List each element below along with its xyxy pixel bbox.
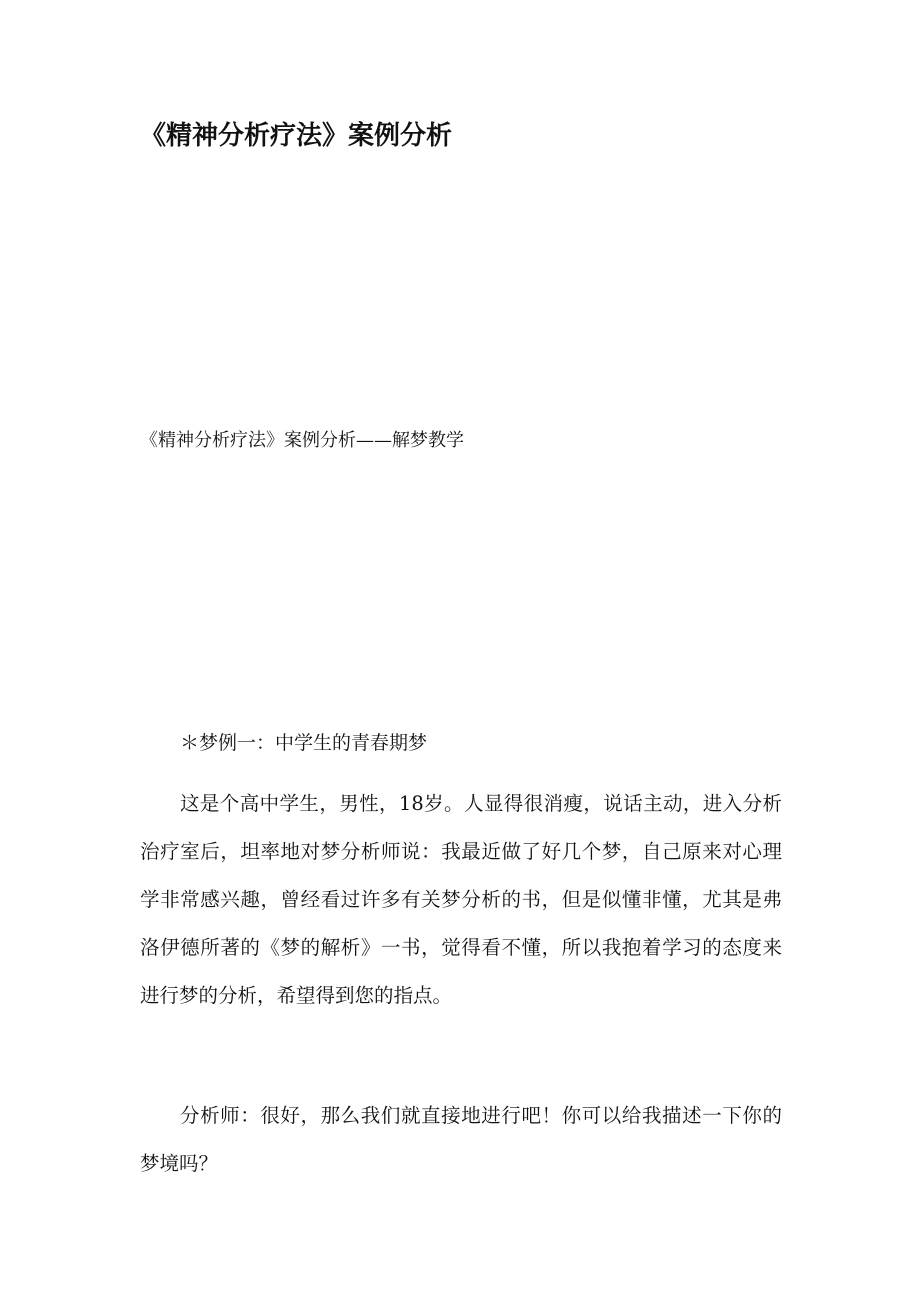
case-heading: ＊梦例一：中学生的青春期梦 [180,732,428,754]
document-subtitle: 《精神分析疗法》案例分析——解梦教学 [140,430,464,451]
document-title: 《精神分析疗法》案例分析 [140,121,453,151]
body-paragraph: 分析师：很好，那么我们就直接地进行吧！你可以给我描述一下你的梦境吗？ [140,1104,782,1175]
body-paragraph: 这是个高中学生，男性，18岁。人显得很消瘦，说话主动，进入分析治疗室后，坦率地对梦分析师说：我最近做了好几个梦，自己原来对心理学非常感兴趣，曾经看过许多有关梦分析的书，但是似懂非懂，尤其是弗洛伊德所著的《梦的解析》一书，觉得看不懂，所以我抱着学习的态度来进行梦的分析，希望得到您的指点。 [140,792,782,1007]
